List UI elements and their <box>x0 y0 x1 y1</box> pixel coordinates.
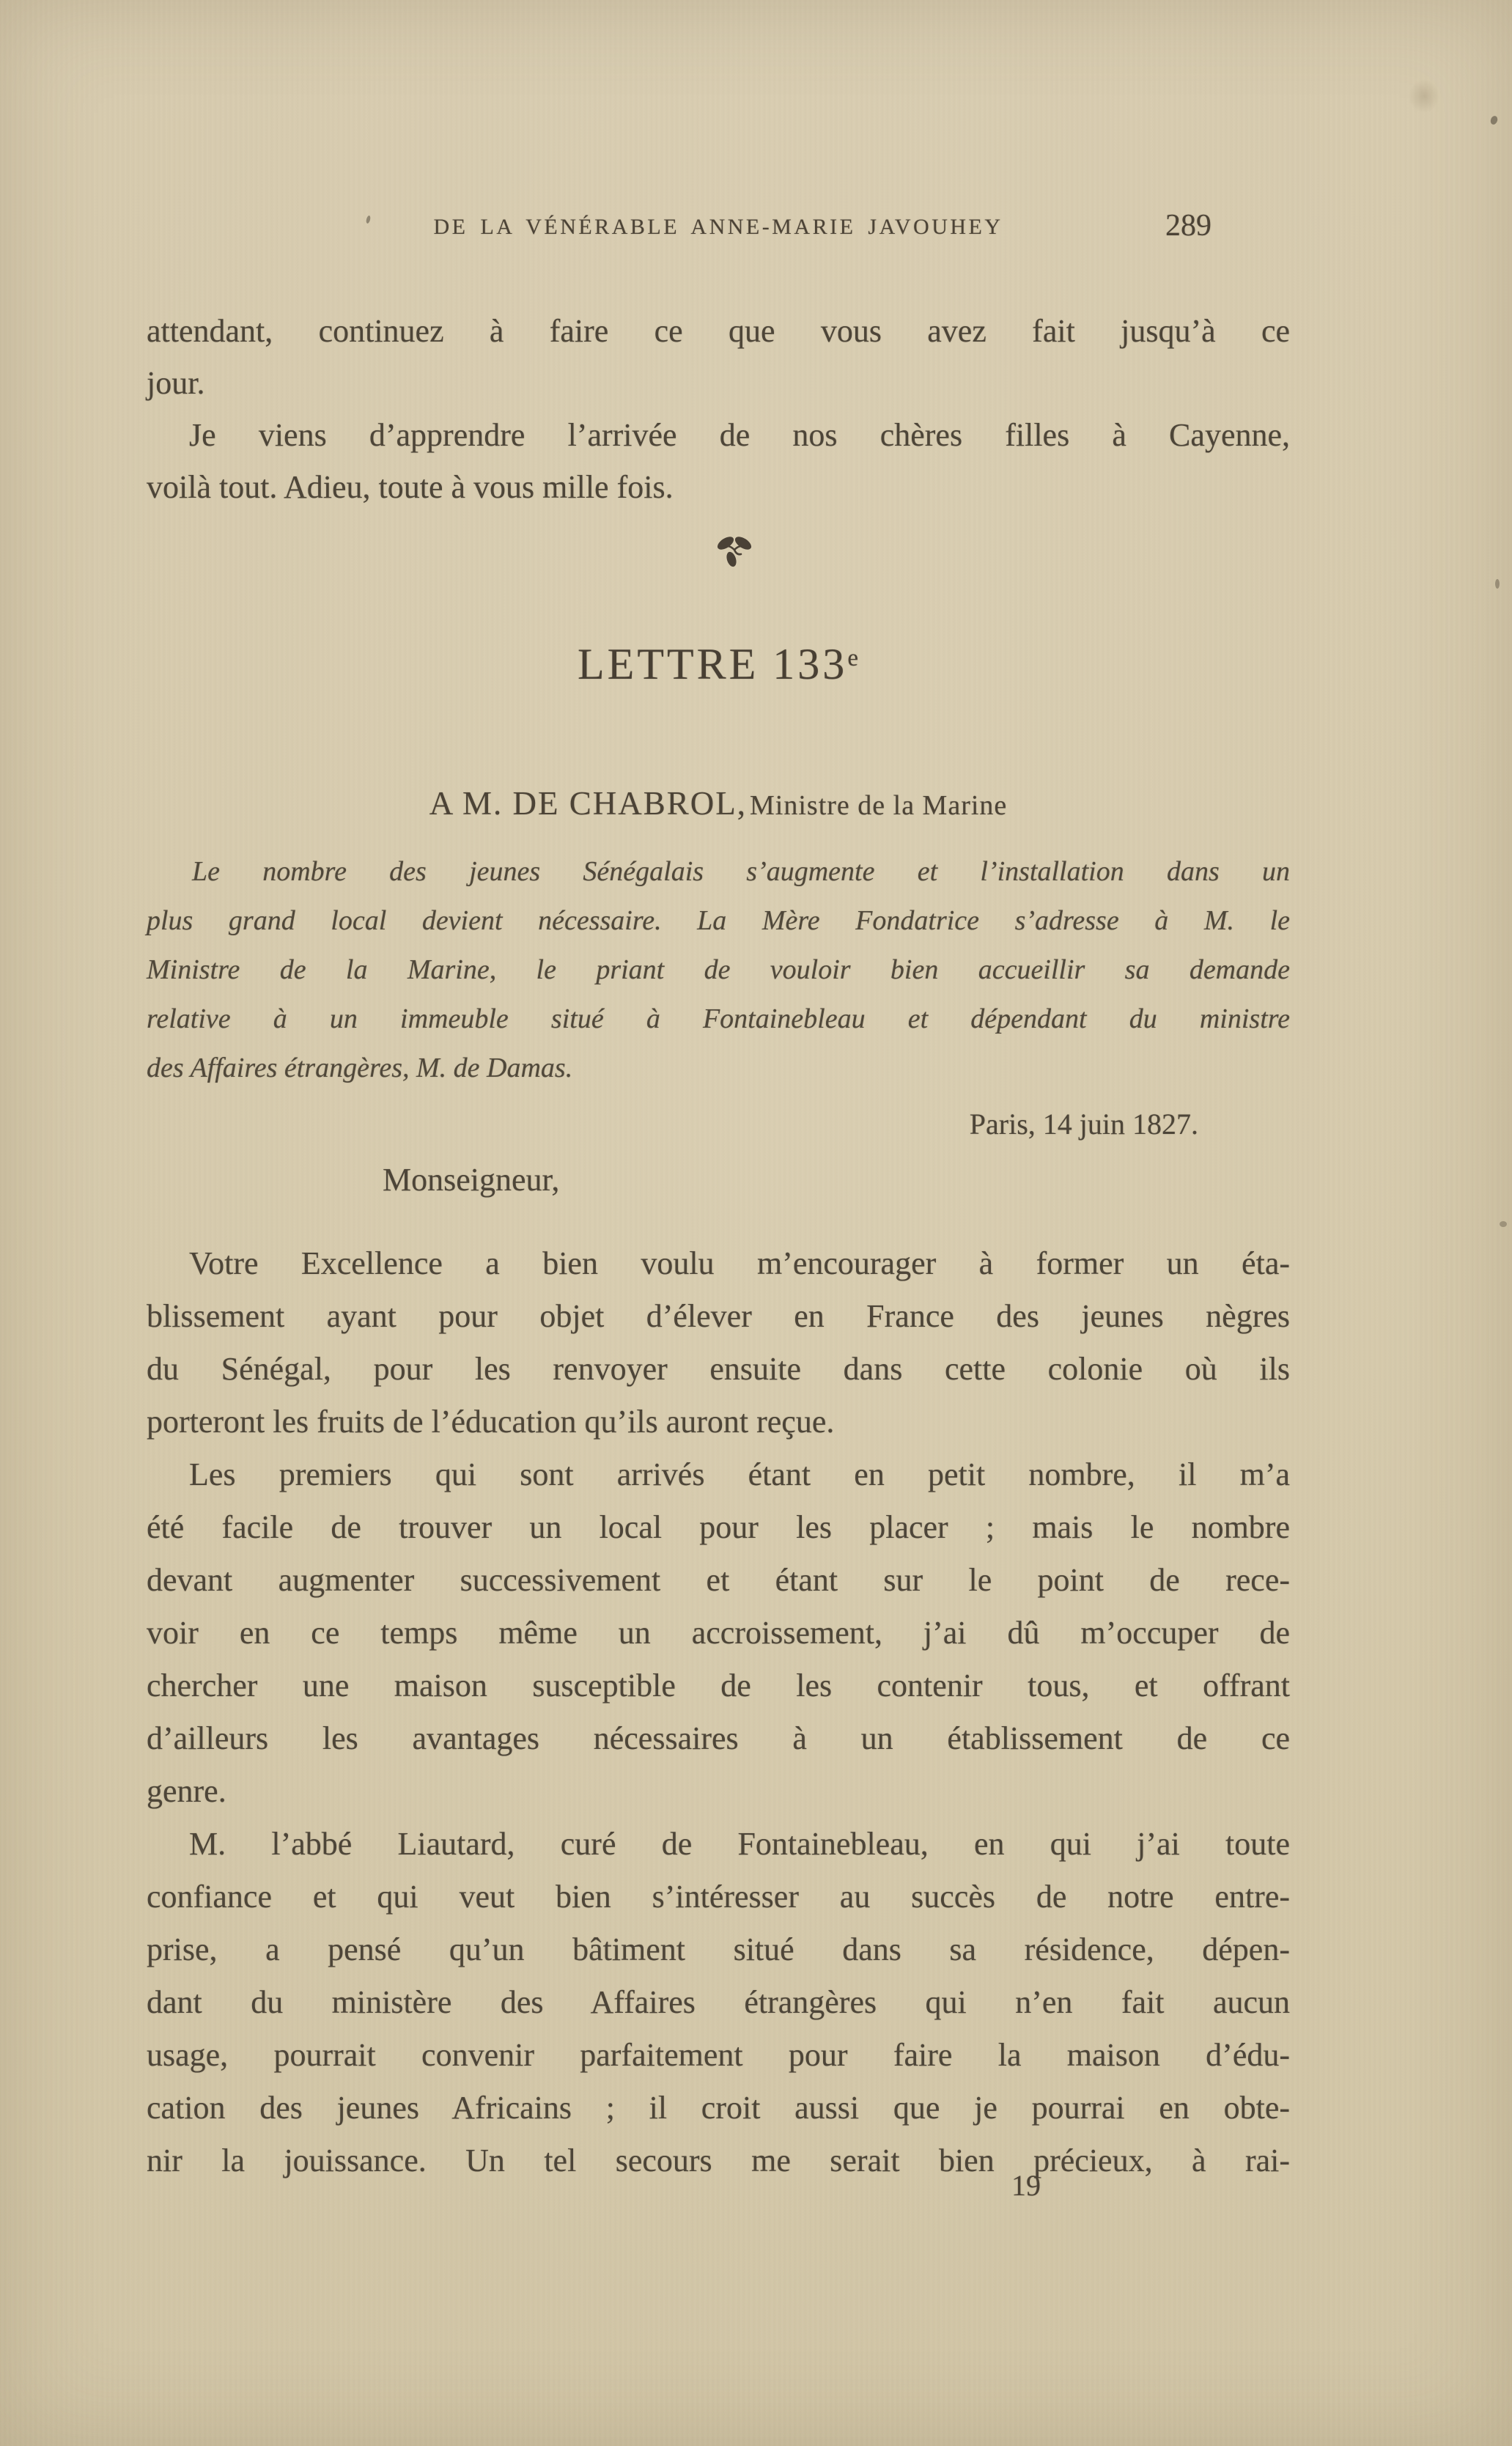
summary-line: relative à un immeuble situé à Fontainebleau et dépendant du ministre <box>147 1003 1290 1034</box>
paper-smudge <box>1409 79 1439 113</box>
text-line: attendant, continuez à faire ce que vous avez fait jusqu’à ce <box>147 313 1290 349</box>
paper-speck <box>1500 1221 1507 1227</box>
body-line: M. l’abbé Liautard, curé de Fontainebleau, en qui j’ai toute <box>189 1826 1290 1862</box>
previous-letter-end <box>147 305 1290 513</box>
letter-summary <box>147 847 1290 1093</box>
recipient-role: Ministre de la Marine <box>750 790 1008 821</box>
recipient-line <box>147 784 1290 822</box>
body-line: d’ailleurs les avantages nécessaires à un établissement de ce <box>147 1720 1290 1756</box>
body-line: usage, pourrait convenir parfaitement pour faire la maison d’édu- <box>147 2037 1290 2073</box>
summary-line: Le nombre des jeunes Sénégalais s’augmente et l’installation dans un <box>192 856 1290 887</box>
dateline <box>147 1107 1290 1141</box>
text-line: Je viens d’apprendre l’arrivée de nos chères filles à Cayenne, <box>189 417 1290 453</box>
letter-title <box>147 639 1290 690</box>
body-line: devant augmenter successivement et étant sur le point de rece- <box>147 1562 1290 1598</box>
running-title: DE LA VÉNÉRABLE ANNE-MARIE JAVOUHEY <box>433 215 1003 239</box>
salutation: Monseigneur, <box>383 1162 560 1198</box>
letter-body <box>147 1237 1290 2187</box>
text-line: jour. <box>147 365 205 401</box>
body-line: voir en ce temps même un accroissement, j’ai dû m’occuper de <box>147 1615 1290 1651</box>
paper-speck <box>1495 579 1500 589</box>
body-line: Les premiers qui sont arrivés étant en petit nombre, il m’a <box>189 1456 1290 1492</box>
signature-mark: 19 <box>1011 2169 1041 2202</box>
body-line: Votre Excellence a bien voulu m’encourager à former un éta- <box>189 1245 1290 1281</box>
text-line: voilà tout. Adieu, toute à vous mille fois. <box>147 469 674 505</box>
body-line: genre. <box>147 1773 226 1809</box>
body-line: cation des jeunes Africains ; il croit aussi que je pourrai en obte- <box>147 2090 1290 2126</box>
summary-line: des Affaires étrangères, M. de Damas. <box>147 1053 573 1083</box>
fleuron-ornament-icon <box>714 532 755 569</box>
body-line: dant du ministère des Affaires étrangères qui n’en fait aucun <box>147 1984 1290 2020</box>
dateline-text: Paris, 14 juin 1827. <box>969 1108 1198 1141</box>
body-line: nir la jouissance. Un tel secours me serait bien précieux, à rai- <box>147 2143 1290 2178</box>
body-line: porteront les fruits de l’éducation qu’ils auront reçue. <box>147 1404 835 1440</box>
body-line: du Sénégal, pour les renvoyer ensuite dans cette colonie où ils <box>147 1351 1290 1387</box>
page-number: 289 <box>1165 209 1212 243</box>
summary-line: plus grand local devient nécessaire. La Mère Fondatrice s’adresse à M. le <box>147 905 1290 936</box>
body-line: confiance et qui veut bien s’intéresser au succès de notre entre- <box>147 1879 1290 1915</box>
body-line: été facile de trouver un local pour les placer ; mais le nombre <box>147 1509 1290 1545</box>
summary-line: Ministre de la Marine, le priant de vouloir bien accueillir sa demande <box>147 954 1290 985</box>
body-line: blissement ayant pour objet d’élever en France des jeunes nègres <box>147 1298 1290 1334</box>
running-head <box>147 215 1290 240</box>
body-line: chercher une maison susceptible de les contenir tous, et offrant <box>147 1668 1290 1703</box>
body-line: prise, a pensé qu’un bâtiment situé dans sa résidence, dépen- <box>147 1931 1290 1967</box>
paper-speck <box>1489 115 1499 125</box>
letter-title-text: LETTRE 133 <box>578 640 848 688</box>
letter-title-ordinal: e <box>847 645 859 671</box>
recipient-name: A M. DE CHABROL, <box>429 785 747 822</box>
